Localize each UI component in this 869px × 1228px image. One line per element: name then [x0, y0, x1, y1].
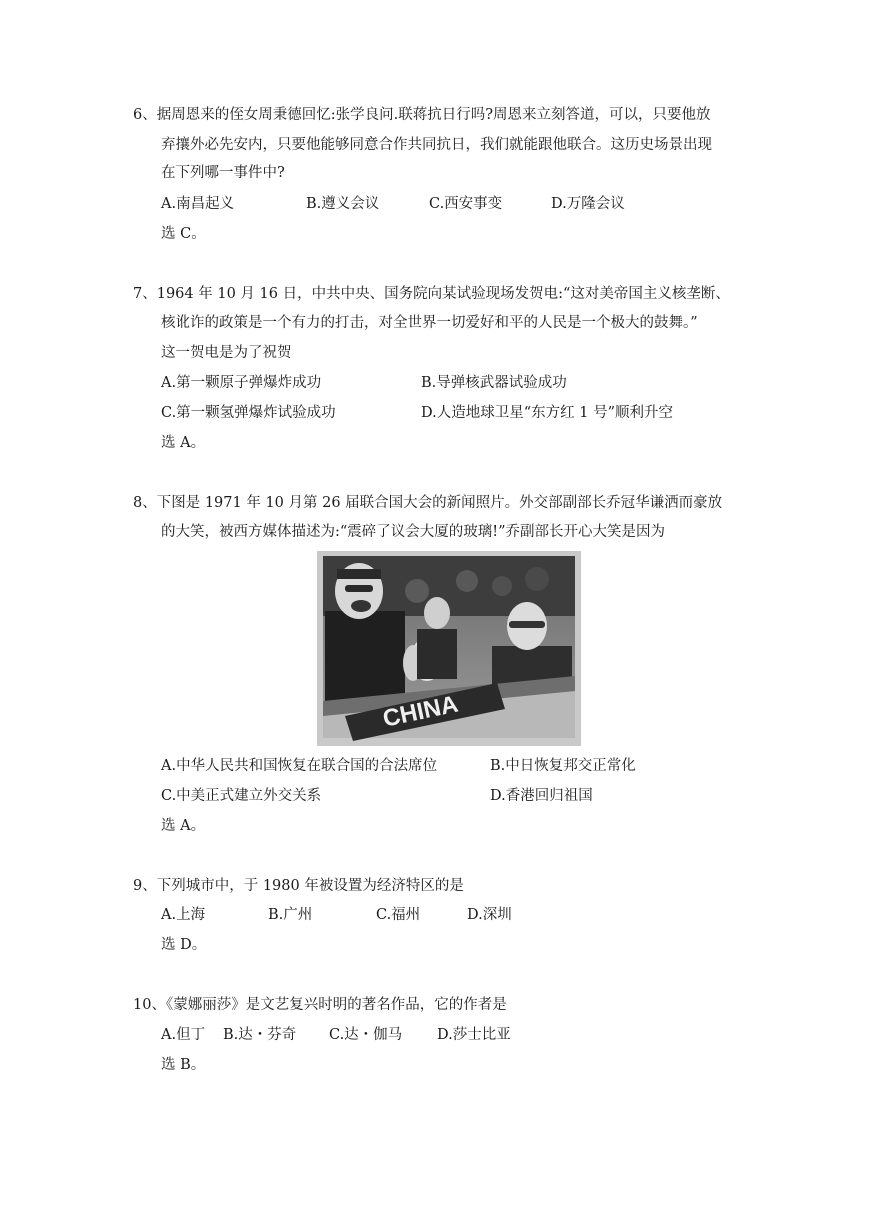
q7-option-b: B.导弹核武器试验成功	[421, 375, 567, 391]
un-assembly-news-photo	[317, 551, 581, 746]
q6-option-c: C.西安事变	[429, 196, 503, 212]
q8-option-b: B.中日恢复邦交正常化	[490, 758, 636, 774]
q7-stem-line-1: 7、1964 年 10 月 16 日，中共中央、国务院向某试验现场发贺电:“这对美帝国主义核垄断、	[133, 286, 730, 302]
q10-option-d: D.莎士比亚	[437, 1027, 511, 1043]
q10-option-a: A.但丁	[161, 1027, 206, 1043]
q6-stem-line-1: 6、据周恩来的侄女周秉德回忆:张学良问.联蒋抗日行吗?周恩来立刻答道，可以，只要他放	[133, 107, 711, 123]
q10-option-c: C.达・伽马	[329, 1027, 403, 1043]
q10-option-b: B.达・芬奇	[223, 1027, 297, 1043]
q7-option-d: D.人造地球卫星“东方红 1 号”顺利升空	[421, 405, 673, 421]
q10-stem-line-1: 10、《蒙娜丽莎》是文艺复兴时明的著名作品，它的作者是	[133, 997, 507, 1013]
q7-stem-line-2: 核讹诈的政策是一个有力的打击，对全世界一切爱好和平的人民是一个极大的鼓舞。”	[161, 315, 698, 331]
q7-answer: 选 A。	[161, 435, 206, 451]
q9-answer: 选 D。	[161, 937, 207, 953]
q8-option-c: C.中美正式建立外交关系	[161, 788, 322, 804]
q6-answer: 选 C。	[161, 226, 206, 242]
q7-option-c: C.第一颗氢弹爆炸试验成功	[161, 405, 336, 421]
q9-option-a: A.上海	[161, 907, 206, 923]
q10-answer: 选 B。	[161, 1057, 206, 1073]
q6-option-d: D.万隆会议	[551, 196, 625, 212]
q6-option-a: A.南昌起义	[161, 196, 235, 212]
q8-option-d: D.香港回归祖国	[490, 788, 593, 804]
q6-stem-line-2: 弃攘外必先安内，只要他能够同意合作共同抗日，我们就能跟他联合。这历史场景出现	[161, 137, 712, 153]
q7-option-a: A.第一颗原子弹爆炸成功	[161, 375, 322, 391]
photo-illustration	[317, 551, 581, 746]
q8-stem-line-2: 的大笑，被西方媒体描述为:“震碎了议会大厦的玻璃!”乔副部长开心大笑是因为	[161, 524, 666, 540]
q9-option-d: D.深圳	[467, 907, 512, 923]
q9-option-b: B.广州	[268, 907, 313, 923]
q8-answer: 选 A。	[161, 818, 206, 834]
q6-stem-line-3: 在下列哪一事件中?	[161, 165, 285, 181]
q9-stem-line-1: 9、下列城市中，于 1980 年被设置为经济特区的是	[133, 878, 464, 894]
q6-option-b: B.遵义会议	[306, 196, 380, 212]
q7-stem-line-3: 这一贺电是为了祝贺	[161, 345, 292, 361]
q8-stem-line-1: 8、下图是 1971 年 10 月第 26 届联合国大会的新闻照片。外交部副部长乔冠华谦洒而豪放	[133, 495, 723, 511]
q9-option-c: C.福州	[376, 907, 421, 923]
q8-option-a: A.中华人民共和国恢复在联合国的合法席位	[161, 758, 438, 774]
china-nameplate-text: CHINA	[380, 690, 461, 733]
